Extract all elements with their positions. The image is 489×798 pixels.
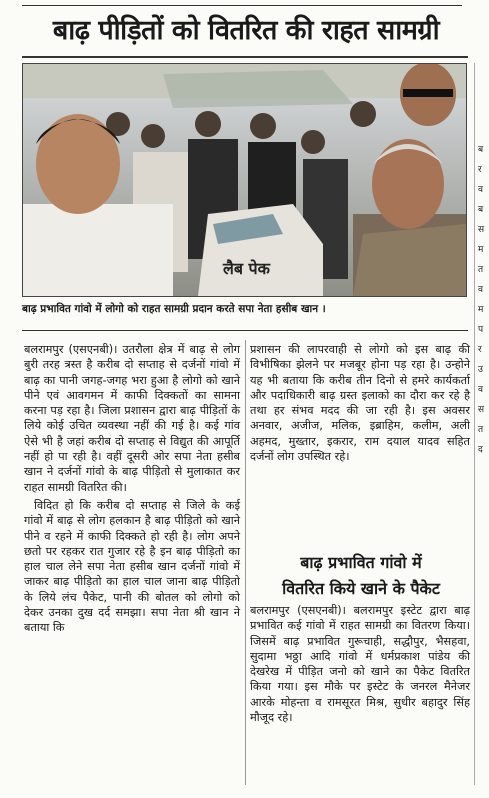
article-column-2 [250,342,470,467]
edge-glyph: म [478,245,484,255]
edge-glyph: ब [478,145,484,155]
column-divider [245,340,246,785]
edge-glyph: व [478,285,484,295]
right-edge-rule [474,63,475,785]
subheadline [250,550,472,602]
body-paragraph: विदित हो कि करीब दो सप्ताह से जिले के कई गांवो में बाढ़ से लोग हलकान है बाढ़ पीड़ितो को खाने पीने व रहने में काफी दिक्कते हो रही है। लोग अपने छतो पर रहकर रात गुजार रहे है इन बाढ़ पीड़ितो का हाल चाल लेने सपा नेता हसीब खान दर्जनों गांवो में जाकर बाढ़ पीड़ितो का हाल चाल जाना बाढ़ पीड़ितो के लिये लंच पैकेट, पानी की बोतल को लोगो को देकर उनका दुख दर्द समझा। सपा नेता श्री खान ने बताया कि [24,498,240,635]
edge-glyph: र [478,345,482,355]
body-paragraph: प्रशासन की लापरवाही से लोगो को इस बाढ़ की विभीषिका झेलने पर मजबूर होना पड़ रहा है। उन्होने यह भी बताया कि करीब तीन दिनो से हमरे कार्यकर्ता और पदाधिकारी बाढ़ ग्रस्त इलाको का दौरा कर रहे है तथा हर संभव मदद की जा रही है। इस अवसर अनवार, अजीज, मलिक, इब्राहिम, कलीम, अली अहमद, मुख्तार, इकरार, राम दयाल यादव सहित दर्जनों लोग उपस्थित रहे। [250,343,470,464]
body-paragraph: बलरामपुर (एसएनबी)। उतरौला क्षेत्र में बाढ़ से लोग बुरी तरह त्रस्त है करीब दो सप्ताह से दर्जनों गांवो में बाढ़ का पानी जगह-जगह भरा हुआ है लोगो को खाने पीने एवं आवगमन में काफी दिक्कतों का सामना करना पड़ रहा है। जिला प्रशासन द्वारा बाढ़ पीड़ितों के लिये कोई उचित व्यवस्था नहीं की गई है। कई गांव ऐसे भी है जहां करीब दो सप्ताह से विद्युत की आपूर्ति नहीं हो पा रही है। वहीं दूसरी ओर सपा नेता हसीब खान ने दर्जनों गांवो के बाढ़ पीड़ितो से मुलाकात कर राहत सामग्री वितरित की। [24,343,240,494]
headline: बाढ़ पीड़ितों को वितरित की राहत सामग्री [52,15,440,46]
edge-glyph: प [478,325,484,335]
article-column-3 [250,603,470,728]
edge-glyph: उ [478,365,483,375]
edge-glyph: व [478,185,484,195]
caption-rule [22,330,468,331]
top-rule [22,5,462,6]
adjacent-column-fragment [478,140,489,460]
article-column-1 [24,342,240,639]
edge-glyph: व [478,385,484,395]
subheadline-line: बाढ़ प्रभावित गांवो में [300,553,422,572]
edge-glyph: त [478,425,484,435]
photo-caption: बाढ़ प्रभावित गांवो में लोगो को राहत सामग्री प्रदान करते सपा नेता हसीब खान । [22,303,326,315]
bag-text: लैब पेक [223,259,270,278]
subheadline-line: वितरित किये खाने के पैकेट [282,579,440,598]
edge-glyph: स [478,405,485,415]
edge-glyph: ब [478,205,484,215]
photo-illustration [23,64,466,296]
edge-glyph: र [478,165,482,175]
news-photo [22,63,467,297]
headline-rule [22,56,468,58]
edge-glyph: म [478,305,484,315]
edge-glyph: त [478,265,484,275]
body-paragraph: बलरामपुर (एसएनबी)। बलरामपुर इस्टेट द्वारा बाढ़ प्रभावित कई गांवो में राहत सामग्री का वितरण किया। जिसमें बाढ़ प्रभावित गुरूचाही, सद्धौपुर, भैसहवा, सुदामा भठ्ठा आदि गांवो में धर्मप्रकाश पांडेय की देखरेख में पीड़ित जनो को खाने का पैकेट वितरित किया गया। इस मौके पर इस्टेट के जनरल मैनेजर आरके मोहन्ता व रामसूरत मिश्र, सुधीर बहादुर सिंह मौजूद रहे। [250,604,470,725]
edge-glyph: द [478,445,483,455]
edge-glyph: स [478,225,485,235]
